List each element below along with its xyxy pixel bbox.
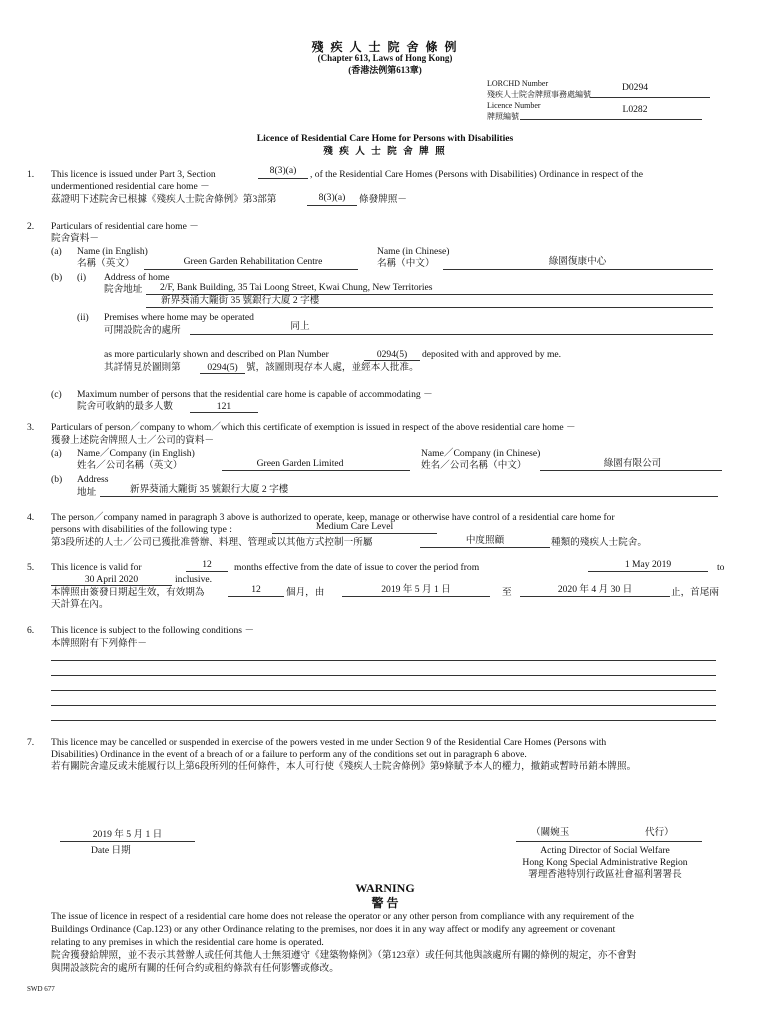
warning-title-en: WARNING [355,881,415,895]
s2-a-marker: (a) [51,246,62,257]
validity-months-cn-underline [228,596,284,597]
s5-text-cn-b: 個月，由 [286,587,325,598]
validity-months-cn: 12 [251,584,261,595]
s1-text-c: undermentioned residential care home － [51,181,210,192]
s4-text-cn-b: 種類的殘疾人士院舍。 [551,537,647,548]
warning-en-line-2: Buildings Ordinance (Cap.123) or any other Ordinance relating to the premises, nor does it in any way affect or modify any agreement or covenant [51,924,616,935]
signer-title-2: Hong Kong Special Administrative Region [522,857,688,868]
licence-label-cn: 牌照編號 [487,112,519,121]
validity-months: 12 [202,559,212,570]
section-4-number: 4. [27,512,35,523]
home-address-en: 2/F, Bank Building, 35 Tai Loong Street, Kwai Chung, New Territories [160,282,433,293]
s5-text-cn-d: 止，首尾兩 [671,587,719,598]
period-from-cn: 2019 年 5 月 1 日 [381,584,451,595]
home-address-cn-underline [146,307,713,308]
issue-date-underline [60,841,195,842]
s1-text-cn-a: 茲證明下述院舍已根據《殘疾人士院舍條例》第3部第 [51,194,277,205]
licence-title-cn: 殘 疾 人 士 院 舍 牌 照 [323,146,447,157]
s2-bii-marker: (ii) [77,312,89,323]
condition-line-1 [51,660,716,661]
lorchd-value: D0294 [621,82,649,93]
max-capacity-underline [190,412,258,413]
s2-plan-cn-a: 其詳情見於圖則第 [104,362,181,373]
signer-title-3: 署理香港特別行政區社會福利署署長 [528,869,682,880]
s3-b-marker: (b) [51,474,63,485]
period-to-en-underline [51,585,172,586]
form-code: SWD 677 [27,985,55,993]
section-6-number: 6. [27,625,35,636]
licensee-name-cn: 綠園有限公司 [603,458,662,469]
s2-name-cn-label-cn: 名稱（中文） [377,258,435,269]
home-name-cn-underline [443,269,713,270]
s2-heading-cn: 院舍資料－ [51,233,99,244]
s1-text-a: This licence is issued under Part 3, Section [51,169,216,180]
s7-text-b: Disabilities) Ordinance in the event of a breach of or a failure to perform any of the conditions set out in paragraph 6 above. [51,749,527,760]
s2-address-label-cn: 院舍地址 [104,284,143,295]
care-level-en: Medium Care Level [315,521,394,532]
condition-line-5 [51,720,716,721]
period-from-en: 1 May 2019 [624,559,672,570]
lorchd-underline [590,97,710,98]
lorchd-label-en: LORCHD Number [487,79,549,88]
chapter-cn: (香港法例第613章) [348,65,422,75]
section-2-number: 2. [27,221,35,232]
period-to-cn: 2020 年 4 月 30 日 [557,584,633,595]
warning-en-line-3: relating to any premises in which the residential care home is operated. [51,937,324,948]
plan-number-cn-underline [200,373,245,374]
s5-text-b: months effective from the date of issue to cover the period from [234,562,480,573]
section-5-number: 5. [27,562,35,573]
s2-c-marker: (c) [51,389,62,400]
s3-name-en-label: Name／Company (in English) [77,448,195,459]
s5-to: to [717,562,725,573]
chapter-en: (Chapter 613, Laws of Hong Kong) [317,53,453,63]
licensee-address-underline [100,496,718,497]
licensee-name-en-underline [222,470,410,471]
s1-section-value-cn: 8(3)(a) [318,192,346,203]
s1-section-cn-underline [307,205,357,206]
s7-text-cn: 若有關院舍違反或未能履行以上第6段所列的任何條件，本人可行使《殘疾人士院舍條例》第9條賦予本人的權力，撤銷或暫時吊銷本牌照。 [51,761,637,772]
s2-heading-en: Particulars of residential care home － [51,221,199,232]
s4-text-a: The person／company named in paragraph 3 above is authorized to operate, keep, manage or otherwise have control of a residential care home for [51,512,615,523]
s2-address-label: Address of home [104,272,170,283]
licence-underline [520,119,702,120]
signature-underline [516,841,702,842]
ordinance-title-cn: 殘 疾 人 士 院 舍 條 例 [311,40,459,54]
section-1-number: 1. [27,169,35,180]
s1-text-cn-b: 條發牌照－ [359,194,407,205]
condition-line-4 [51,705,716,706]
s4-text-b: persons with disabilities of the following type : [51,524,232,535]
s2-max-label-cn: 院舍可收納的最多人數 [77,401,173,412]
licensee-name-en: Green Garden Limited [256,458,344,469]
plan-number-underline [364,360,420,361]
signer-name: （關婉玉 [531,827,570,838]
s5-text-cn-e: 天計算在內。 [51,599,109,610]
s3-a-marker: (a) [51,448,62,459]
s7-text-a: This licence may be cancelled or suspended in exercise of the powers vested in me under Section 9 of the Residential Care Homes (Persons with [51,737,607,748]
s2-b-marker: (b) [51,272,63,283]
signer-on-behalf: 代行） [645,827,674,838]
warning-en-line-1: The issue of licence in respect of a residential care home does not release the operator or any other person from compliance with any requirement of the [51,911,634,922]
period-from-cn-underline [342,596,490,597]
s2-premises-label: Premises where home may be operated [104,312,254,323]
s3-name-en-label-cn: 姓名／公司名稱（英文） [77,460,183,471]
plan-number-cn: 0294(5) [207,362,238,373]
s2-premises-label-cn: 可開設院舍的處所 [104,325,181,336]
home-address-cn: 新界葵涌大隴街 35 號銀行大廈 2 字樓 [161,295,320,306]
plan-number: 0294(5) [376,349,408,360]
home-name-cn: 綠園復康中心 [548,256,607,267]
care-level-cn: 中度照顧 [465,535,505,546]
s2-bi-marker: (i) [77,272,87,283]
max-capacity: 121 [216,401,232,412]
licensee-address: 新界葵涌大隴街 35 號銀行大廈 2 字樓 [130,484,289,495]
s3-name-cn-label: Name／Company (in Chinese) [421,448,541,459]
section-3-number: 3. [27,422,35,433]
s2-plan-cn-b: 號，該圖則現存本人處，並經本人批准。 [246,362,419,373]
s2-plan-text-a: as more particularly shown and described on Plan Number [104,349,329,360]
licensee-name-cn-underline [540,470,722,471]
s3-heading-en: Particulars of person／company to whom／which this certificate of exemption is issued in respect of the above residential care home － [51,422,576,433]
care-level-en-underline [272,533,437,534]
warning-cn-line-2: 與開設該院舍的處所有關的任何合約或租約條款有任何影響或修改。 [51,963,339,974]
warning-title-cn: 警 告 [371,896,399,910]
s1-section-value: 8(3)(a) [269,165,297,176]
home-name-en: Green Garden Rehabilitation Centre [183,256,323,267]
s3-heading-cn: 獲發上述院舍牌照人士／公司的資料－ [51,435,215,446]
s3-address-label: Address [77,474,109,485]
s2-name-cn-label: Name (in Chinese) [377,246,450,257]
condition-line-2 [51,675,716,676]
care-level-cn-underline [420,547,550,548]
s2-name-en-label-cn: 名稱（英文） [77,258,135,269]
licence-label-en: Licence Number [487,101,541,110]
condition-line-3 [51,690,716,691]
section-7-number: 7. [27,737,35,748]
s6-text-cn: 本牌照附有下列條件－ [51,638,147,649]
signer-title-1: Acting Director of Social Welfare [540,845,670,856]
s3-address-label-cn: 地址 [77,487,97,498]
lorchd-label-cn: 殘疾人士院舍牌照事務處編號 [487,90,591,99]
premises-underline [190,334,713,335]
s6-text-en: This licence is subject to the following conditions － [51,625,255,636]
s5-text-cn-a: 本牌照由簽發日期起生效，有效期為 [51,587,205,598]
s2-plan-text-b: deposited with and approved by me. [422,349,562,360]
period-to-en: 30 April 2020 [84,574,139,585]
issue-date: 2019 年 5 月 1 日 [92,829,163,840]
s1-text-b: , of the Residential Care Homes (Persons with Disabilities) Ordinance in respect of the [310,169,644,180]
licence-title-en: Licence of Residential Care Home for Persons with Disabilities [256,133,514,144]
s5-text-c: inclusive. [175,574,213,585]
s3-name-cn-label-cn: 姓名／公司名稱（中文） [421,460,527,471]
validity-months-underline [186,571,228,572]
s1-section-underline [258,178,308,179]
s5-text-cn-c: 至 [502,587,512,598]
s2-max-label: Maximum number of persons that the residential care home is capable of accommodating － [77,389,433,400]
s5-text-a: This licence is valid for [51,562,142,573]
licence-value: L0282 [622,104,648,115]
home-name-en-underline [144,269,358,270]
warning-cn-line-1: 院舍獲發給牌照，並不表示其營辦人或任何其他人士無須遵守《建築物條例》（第123章）或任何其他與該處所有關的條例的規定，亦不會對 [51,950,637,961]
s2-name-en-label: Name (in English) [77,246,148,257]
period-from-en-underline [588,571,708,572]
premises-value: 同上 [290,321,310,332]
period-to-cn-underline [520,596,670,597]
s4-text-cn-a: 第3段所述的人士／公司已獲批准營辦、料理、管理或以其他方式控制一所屬 [51,537,373,548]
issue-date-label: Date 日期 [91,845,131,856]
